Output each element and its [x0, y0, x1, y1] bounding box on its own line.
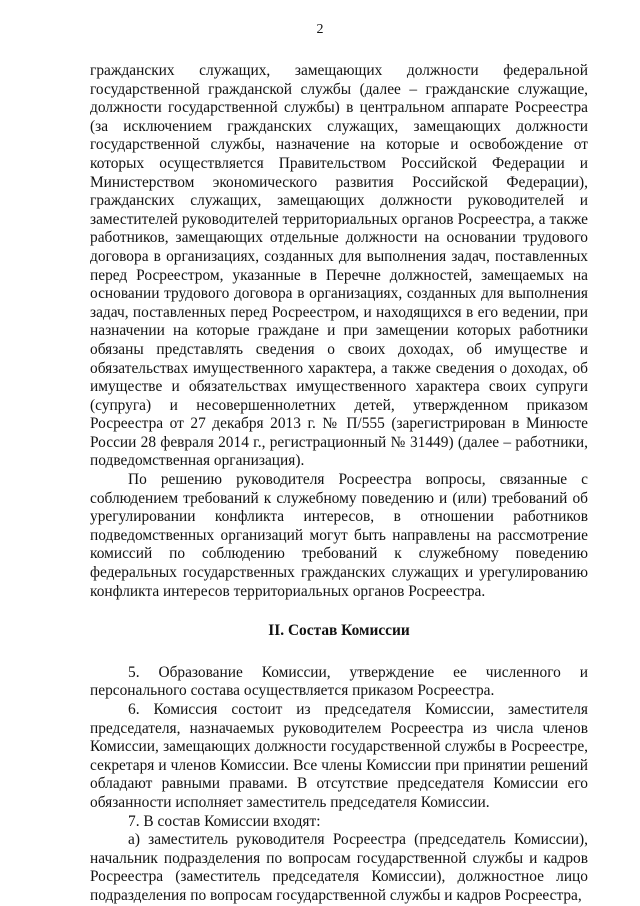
- paragraph-item-5: 5. Образование Комиссии, утверждение ее численного и персонального состава осуществляется приказом Росреестра.: [90, 663, 588, 700]
- document-body: [90, 62, 588, 906]
- paragraph-item-6: 6. Комиссия состоит из председателя Комиссии, заместителя председателя, назначаемых руководителем Росреестра из числа членов Комиссии, замещающих должности государственной службы в Росреестре, секретаря и членов Комиссии. Все члены Комиссии при принятии решений обладают равными правами. В отсутствие председателя Комиссии его обязанности исполняет заместитель председателя Комиссии.: [90, 701, 588, 811]
- paragraph-rosreestr-decision: По решению руководителя Росреестра вопросы, связанные с соблюдением требований к служебному поведению и (или) требований об урегулировании конфликта интересов, в отношении работников подведомственных организаций могут быть направлены на рассмотрение комиссий по соблюдению требований к служебному поведению федеральных государственных гражданских служащих и урегулированию конфликта интересов территориальных органов Росреестра.: [90, 471, 588, 600]
- page-number: 2: [316, 22, 324, 37]
- paragraph-continuation: гражданских служащих, замещающих должности федеральной государственной гражданской службы (далее – гражданские служащие, должности государственной службы) в центральном аппарате Росреестра (за исключением гражданских служащих, замещающих должности государственной службы, назначение на которые и освобождение от которых осуществляется Правительством Российской Федерации и Министерством экономического развития Российской Федерации), гражданских служащих, замещающих должности руководителей и заместителей руководителей территориальных органов Росреестра, а также работников, замещающих отдельные должности на основании трудового договора в организациях, созданных для выполнения задач, поставленных перед Росреестром, указанные в Перечне должностей, замещаемых на основании трудового договора в организациях, созданных для выполнения задач, поставленных перед Росреестром, и находящихся в его ведении, при назначении на которые граждане и при замещении которых работники обязаны представлять сведения о своих доходах, об имуществе и обязательствах имущественного характера, а также сведения о доходах, об имуществе и обязательствах имущественного характера своих супруги (супруга) и несовершеннолетних детей, утвержденном приказом Росреестра от 27 декабря 2013 г. № П/555 (зарегистрирован в Минюсте России 28 февраля 2014 г., регистрационный № 31449) (далее – работники, подведомственная организация).: [90, 62, 588, 470]
- paragraph-item-7: 7. В состав Комиссии входят:: [128, 812, 321, 830]
- section-heading: II. Состав Комиссии: [268, 622, 410, 640]
- paragraph-item-7a: а) заместитель руководителя Росреестра (председатель Комиссии), начальник подразделения по вопросам государственной службы и кадров Росреестра (заместитель председателя Комиссии), должностное лицо подразделения по вопросам государственной службы и кадров Росреестра,: [90, 831, 588, 904]
